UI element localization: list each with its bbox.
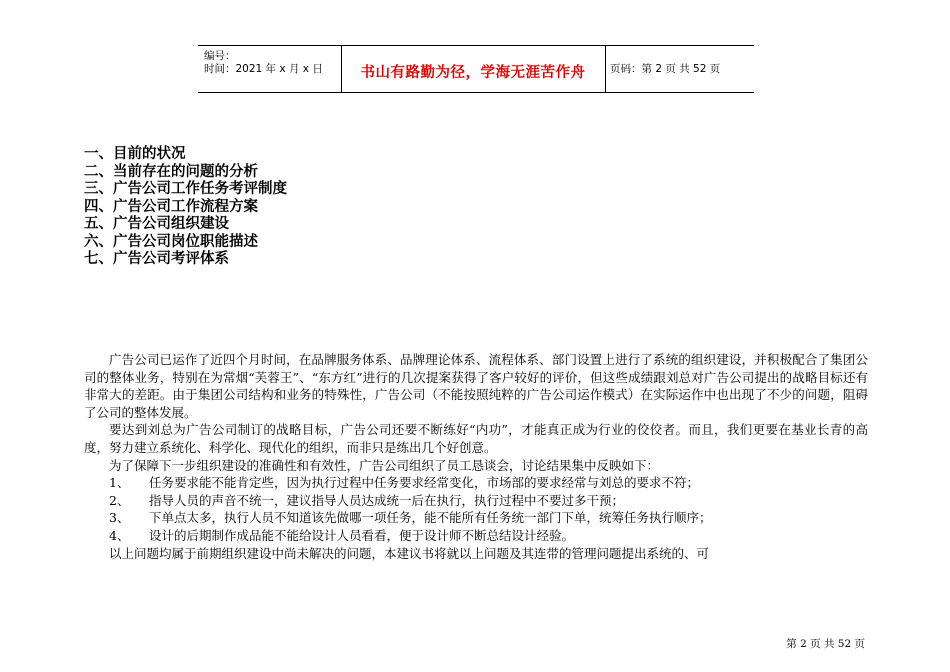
closing-paragraph: 以上问题均属于前期组织建设中尚未解决的问题，本建议书将就以上问题及其连带的管理问题提出系统的、可 [109, 545, 710, 561]
list-item [84, 492, 868, 510]
paragraph: 为了保障下一步组织建设的准确性和有效性，广告公司组织了员工恳谈会，讨论结果集中反映如下： [109, 457, 660, 473]
toc-item: 三、广告公司工作任务考评制度 [84, 181, 287, 197]
toc-item: 一、目前的状况 [84, 146, 186, 162]
toc-item: 二、当前存在的问题的分析 [84, 163, 258, 180]
toc-item: 五、广告公司组织建设 [84, 216, 229, 232]
list-item-number: 4、 [109, 527, 130, 543]
list-item [84, 474, 868, 492]
header-page-cell [606, 46, 754, 92]
list-item-text: 设计的后期制作成品能不能给设计人员看看，便于设计师不断总结设计经验。 [149, 527, 575, 543]
time-label: 时间：2021 年 x 月 x 日 [204, 63, 323, 75]
header-table [198, 45, 754, 93]
header-info-cell [198, 46, 342, 92]
list-item-text: 指导人员的声音不统一，建议指导人员达成统一后在执行，执行过程中不要过多干预； [149, 492, 625, 508]
toc-item: 六、广告公司岗位职能描述 [84, 233, 258, 250]
list-item-text: 任务要求能不能肯定些，因为执行过程中任务要求经常变化，市场部的要求经常与刘总的要求不符； [149, 475, 700, 491]
list-item-number: 2、 [109, 492, 130, 508]
toc-item: 七、广告公司考评体系 [84, 251, 229, 267]
motto: 书山有路勤为径，学海无涯苦作舟 [360, 65, 586, 81]
list-item [84, 527, 868, 545]
number-label: 编号： [204, 50, 236, 62]
list-item-number: 1、 [109, 475, 130, 491]
toc-item: 四、广告公司工作流程方案 [84, 198, 258, 215]
paragraph: 广告公司已运作了近四个月时间，在品牌服务体系、品牌理论体系、流程体系、部门设置上进行了系统的组织建设，并积极配合了集团公司的整体业务，特别在为常烟“芙蓉王”、“东方红”进行的几次提案获得了客户较好的评价，但这些成绩跟刘总对广告公司提出的战略目标还有非常大的差距。由于集团公司结构和业务的特殊性，广告公司（不能按照纯粹的广告公司运作模式）在实际运作中也出现了不少的问题，阻碍了公司的整体发展。 [84, 352, 868, 420]
table-of-contents [84, 146, 287, 269]
list-item-number: 3、 [109, 510, 130, 526]
header-motto-cell [341, 46, 606, 92]
paragraph: 要达到刘总为广告公司制订的战略目标，广告公司还要不断练好“内功”，才能真正成为行业的佼佼者。而且，我们更要在基业长青的高度，努力建立系统化、科学化、现代化的组织，而非只是练出几个好创意。 [84, 422, 868, 455]
list-item-text: 下单点太多，执行人员不知道该先做哪一项任务，能不能所有任务统一部门下单，统筹任务执行顺序； [149, 510, 712, 526]
list-item [84, 509, 868, 527]
page-footer: 第 2 页 共 52 页 [786, 638, 865, 650]
page-label: 页码：第 2 页 共 52 页 [610, 63, 721, 75]
body-text [84, 351, 868, 562]
